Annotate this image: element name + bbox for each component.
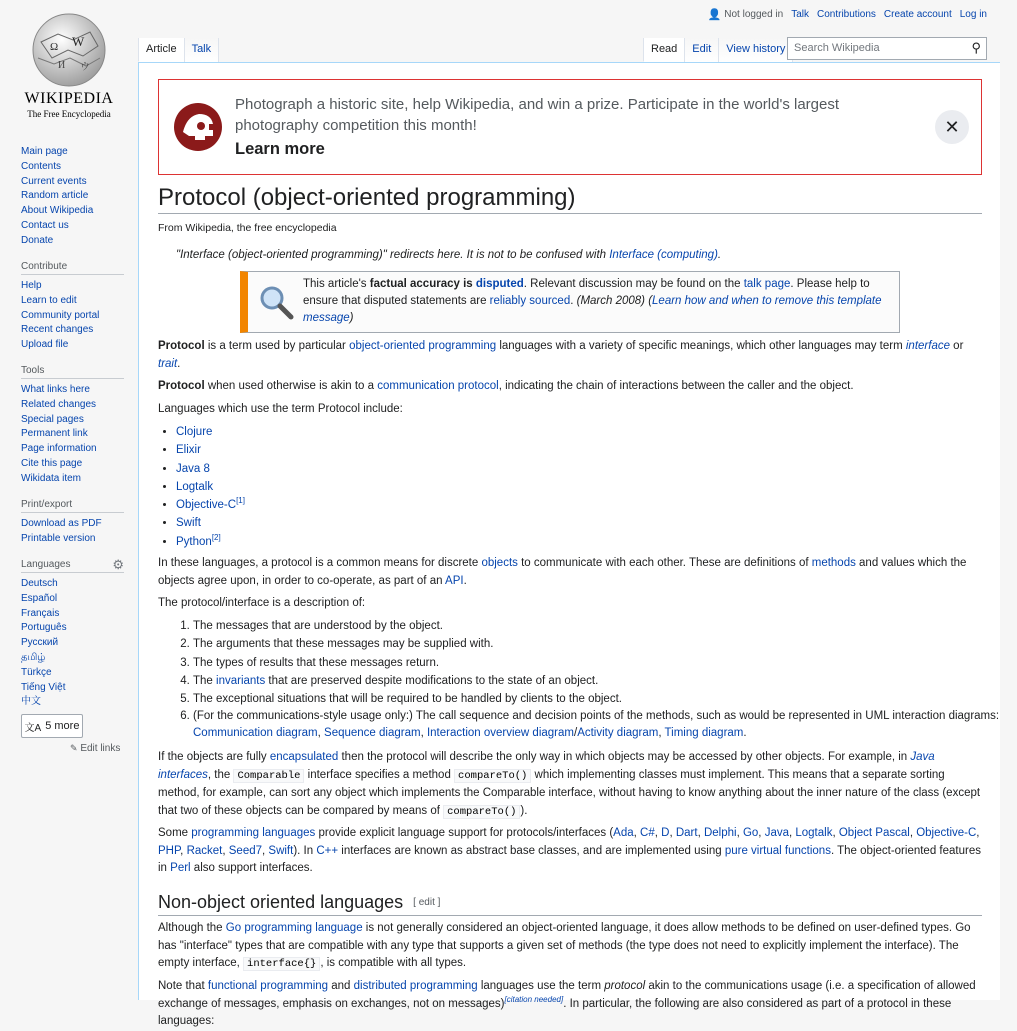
- language-link[interactable]: Elixir: [176, 444, 201, 457]
- learn-more-link[interactable]: Learn more: [235, 140, 325, 158]
- reference-link[interactable]: [2]: [211, 532, 221, 542]
- sidebar-print: [21, 499, 124, 547]
- list-item: [176, 441, 1000, 459]
- link-invariants[interactable]: invariants: [216, 674, 266, 687]
- link-distributed-programming[interactable]: distributed programming: [353, 980, 478, 992]
- p9-t3: languages use the term: [477, 980, 605, 992]
- sidebar-item[interactable]: [21, 517, 124, 532]
- sidebar-item[interactable]: [21, 383, 124, 398]
- tools-heading: Tools: [21, 365, 124, 379]
- p1-t1: is a term used by particular: [204, 340, 350, 352]
- separator: ,: [788, 827, 796, 839]
- paragraph-communication: [158, 378, 982, 396]
- svg-text:ウ: ウ: [80, 62, 90, 73]
- link-interaction-overview-diagram[interactable]: Interaction overview diagram: [426, 727, 574, 740]
- language-link[interactable]: Java 8: [176, 462, 210, 475]
- dispute-text: [303, 276, 893, 327]
- sidebar-item[interactable]: [21, 532, 124, 547]
- link-trait[interactable]: trait: [158, 357, 178, 370]
- list-item: [176, 496, 1000, 514]
- nav-contribute-link[interactable]: Upload file: [21, 339, 69, 351]
- tab-edit[interactable]: Edit: [684, 38, 718, 62]
- paragraph-languages-intro: Languages which use the term Protocol include:: [158, 403, 403, 415]
- nav-print-link[interactable]: Download as PDF: [21, 518, 102, 529]
- section-heading: [158, 890, 982, 916]
- language-link[interactable]: Objective-C: [176, 499, 237, 512]
- separator: ,: [832, 827, 839, 839]
- paragraph-go: [158, 920, 982, 974]
- nav-tools-link[interactable]: Special pages: [21, 413, 84, 425]
- sidebar-item[interactable]: [21, 189, 124, 204]
- nav-language-link[interactable]: Русский: [21, 637, 59, 649]
- separator: ,: [736, 827, 743, 839]
- separator: ,: [180, 844, 187, 857]
- nav-tools-link[interactable]: Cite this page: [21, 457, 83, 469]
- p7-t5: . The object-oriented features in: [158, 844, 981, 874]
- sidebar-item[interactable]: [21, 442, 124, 457]
- paragraph-encapsulated: [158, 749, 982, 821]
- language-link[interactable]: Clojure: [176, 426, 213, 438]
- sidebar-item[interactable]: [21, 294, 124, 309]
- nav-main-link[interactable]: Contact us: [21, 219, 69, 231]
- link-objects[interactable]: objects: [481, 557, 518, 569]
- list-item: [176, 478, 1000, 496]
- sidebar-item[interactable]: [21, 398, 124, 413]
- contributions-link[interactable]: Contributions: [817, 9, 876, 20]
- language-link[interactable]: Logtalk: [795, 827, 833, 839]
- nav-language-link[interactable]: 中文: [21, 696, 41, 708]
- list-item: 1. The messages that are understood by the object.: [193, 617, 1017, 635]
- separator: ,: [222, 844, 229, 857]
- nav-language-link[interactable]: Tiếng Việt: [21, 681, 66, 693]
- more-languages-label: 5 more: [45, 720, 80, 733]
- language-link[interactable]: Seed7: [228, 844, 263, 857]
- separator: ,: [758, 827, 765, 839]
- namespace-tabs: [138, 38, 219, 62]
- code-compareto-2: compareTo(): [443, 805, 520, 819]
- p4-t3: and values which the objects agree upon, in order to co-operate, as part of an: [158, 557, 967, 587]
- p9-protocol: protocol: [604, 980, 646, 992]
- separator: ,: [909, 827, 917, 839]
- nav-tools-link[interactable]: What links here: [21, 384, 90, 395]
- sidebar-tools: [21, 365, 124, 487]
- svg-text:W: W: [72, 34, 85, 49]
- wiki-loves-monuments-icon: [173, 102, 223, 152]
- translate-icon: 文A: [24, 722, 42, 734]
- p9-t2: and: [328, 980, 354, 992]
- p8-t3: , is compatible with all types.: [320, 957, 467, 969]
- list-item: [176, 423, 1000, 441]
- link-timing-diagram[interactable]: Timing diagram: [664, 727, 744, 740]
- p7-t6: also support interfaces.: [190, 862, 313, 874]
- reliably-sourced-link[interactable]: reliably sourced: [489, 295, 571, 307]
- p6-t2: then the protocol will describe the only way in which objects may be accessed by other objects. For example, in: [338, 751, 911, 763]
- nav-main-link[interactable]: About Wikipedia: [21, 205, 94, 217]
- language-link[interactable]: Go: [742, 827, 759, 839]
- logo-wordmark: WIKIPEDIA: [24, 90, 114, 107]
- language-link[interactable]: Objective-C: [916, 827, 977, 839]
- language-link[interactable]: Java: [764, 827, 789, 839]
- search-placeholder: Search Wikipedia: [794, 42, 880, 54]
- sidebar-item[interactable]: [21, 577, 124, 592]
- nav-contribute-link[interactable]: Help: [21, 280, 42, 291]
- link-perl[interactable]: Perl: [170, 862, 191, 874]
- p6-t1: If the objects are fully: [158, 751, 270, 763]
- nav-language-link[interactable]: தமிழ்: [21, 651, 46, 663]
- nav-main-link[interactable]: Random article: [21, 190, 89, 202]
- language-link[interactable]: D: [661, 827, 670, 839]
- talk-page-link[interactable]: talk page: [743, 278, 791, 290]
- separator: ,: [262, 844, 269, 857]
- sidebar-item[interactable]: [21, 695, 124, 710]
- list-item: 2. The arguments that these messages may be supplied with.: [193, 635, 1017, 653]
- p6-t5: which implementing classes must implement. This means that a separate sorting method, for example, can sort any object which implements the Comparable interface, without having to know anything about the inner nature of the class (except that two of these objects can be compared by means of: [158, 768, 981, 817]
- sidebar-item[interactable]: [21, 636, 124, 651]
- paragraph-intro: [158, 338, 982, 373]
- p8-t1: Although the: [158, 922, 226, 934]
- separator: ,: [654, 827, 662, 839]
- link-methods[interactable]: methods: [811, 557, 856, 569]
- not-logged-in: [708, 8, 784, 21]
- svg-text:Ω: Ω: [50, 41, 59, 53]
- campaign-banner: [158, 79, 982, 175]
- ambox-date: (March 2008): [576, 295, 645, 307]
- p4-t2: to communicate with each other. These are definitions of: [517, 557, 812, 569]
- language-list: [176, 423, 1000, 551]
- link-encapsulated[interactable]: encapsulated: [269, 751, 339, 763]
- language-link[interactable]: Swift: [268, 844, 294, 857]
- language-link[interactable]: Delphi: [703, 827, 737, 839]
- sidebar-contribute: [21, 261, 124, 353]
- nav-contribute-link[interactable]: Learn to edit: [21, 294, 77, 306]
- nav-contribute-link[interactable]: Community portal: [21, 309, 100, 321]
- p7-t1: Some: [158, 827, 192, 839]
- tab-article[interactable]: Article: [138, 38, 184, 62]
- p2-bold: Protocol: [158, 380, 205, 392]
- sidebar-item[interactable]: [21, 323, 124, 338]
- edit-links[interactable]: [70, 743, 120, 754]
- list-item: [176, 514, 1000, 532]
- languages-heading: [21, 559, 124, 573]
- nav-tools-link[interactable]: Page information: [21, 443, 97, 455]
- language-link[interactable]: Ada: [613, 827, 634, 839]
- i6-sep1: ,: [317, 727, 325, 740]
- p9-t5: . In particular, the following are also considered as part of a protocol in these languages:: [158, 997, 952, 1027]
- sidebar-item[interactable]: [21, 175, 124, 190]
- i6-sep2: ,: [420, 727, 427, 740]
- banner-text: Photograph a historic site, help Wikipedia, and win a prize. Participate in the world's largest photography competition this month!: [235, 96, 840, 134]
- p4-t4: .: [463, 574, 467, 587]
- language-link[interactable]: Racket: [186, 844, 223, 857]
- link-api[interactable]: API: [445, 574, 464, 587]
- i4-text: The: [193, 674, 217, 687]
- ambox-t3: . Please help to ensure that disputed statements are: [303, 278, 870, 307]
- separator: ,: [697, 827, 704, 839]
- reference-link[interactable]: [1]: [236, 496, 245, 506]
- nav-tools-link[interactable]: Related changes: [21, 398, 97, 410]
- i6-text: (For the communications-style usage only:) The call sequence and decision points of the methods, such as would be represented in UML interaction diagrams:: [193, 710, 1000, 723]
- ambox-t1: This article's: [303, 278, 370, 290]
- not-logged-in-label: Not logged in: [724, 9, 784, 20]
- paragraph-description: The protocol/interface is a description of:: [158, 597, 366, 609]
- sidebar-item[interactable]: [21, 666, 124, 681]
- disputed-link[interactable]: disputed: [475, 278, 524, 290]
- print-heading: Print/export: [21, 499, 124, 513]
- language-link[interactable]: PHP: [158, 844, 181, 857]
- ambox-t5: (: [645, 295, 653, 307]
- remove-template-link[interactable]: Learn how and when to remove this template message: [303, 295, 882, 324]
- language-link[interactable]: Logtalk: [176, 480, 214, 493]
- link-communication-protocol[interactable]: communication protocol: [377, 380, 499, 392]
- pencil-icon: ✎: [70, 743, 78, 753]
- link-pure-virtual-functions[interactable]: pure virtual functions: [724, 844, 831, 857]
- nav-language-link[interactable]: Español: [21, 592, 58, 604]
- p9-t4: akin to the communications usage (i.e. a specification of allowed exchange of messages, emphasis on exchanges, not on messages): [158, 980, 976, 1010]
- ambox-b2: is: [459, 278, 476, 290]
- sidebar-item[interactable]: [21, 338, 124, 353]
- nav-language-link[interactable]: Français: [21, 607, 60, 619]
- sidebar-navigation: [21, 145, 124, 249]
- section-edit-link[interactable]: [ edit ]: [413, 897, 441, 909]
- dispute-notice: [240, 271, 900, 333]
- ambox-t2: . Relevant discussion may be found on the: [523, 278, 744, 290]
- ambox-b1: factual accuracy: [369, 278, 460, 290]
- list-item: [193, 708, 1017, 742]
- hatnote-link[interactable]: Interface (computing): [609, 249, 718, 261]
- p6-t3: , the: [207, 768, 234, 781]
- i6-sep4: ,: [658, 727, 665, 740]
- nav-main-link[interactable]: Donate: [21, 234, 54, 246]
- link-sequence-diagram[interactable]: Sequence diagram: [324, 727, 421, 740]
- more-languages-button[interactable]: [21, 714, 83, 738]
- sidebar-item[interactable]: [21, 279, 124, 294]
- nav-main-link[interactable]: Main page: [21, 146, 68, 157]
- p2-t1: when used otherwise is akin to a: [204, 380, 378, 392]
- sidebar-item[interactable]: [21, 234, 124, 249]
- p7-t3: ). In: [293, 844, 317, 857]
- page-title: Protocol (object-oriented programming): [158, 183, 982, 214]
- nav-language-link[interactable]: Português: [21, 622, 67, 634]
- sidebar-item[interactable]: [21, 145, 124, 160]
- sidebar-item[interactable]: [21, 219, 124, 234]
- site-subtitle: From Wikipedia, the free encyclopedia: [158, 222, 337, 234]
- p7-t4: interfaces are known as abstract base classes, and are implemented using: [338, 844, 725, 857]
- sidebar-languages: [21, 559, 124, 738]
- sidebar-item[interactable]: [21, 607, 124, 622]
- svg-text:И: И: [58, 60, 66, 71]
- i6-sep5: .: [743, 727, 747, 740]
- section-heading-label: Non-object oriented languages: [158, 892, 404, 912]
- p2-t2: , indicating the chain of interactions between the caller and the object.: [498, 380, 854, 392]
- p1-t3: or: [949, 340, 964, 352]
- tab-history[interactable]: View history: [718, 38, 793, 62]
- sidebar-item[interactable]: [21, 472, 124, 487]
- sidebar-item[interactable]: [21, 457, 124, 472]
- search-icon[interactable]: ⚲: [971, 40, 981, 55]
- separator: ,: [669, 827, 676, 839]
- list-item: 3. The types of results that these messages return.: [193, 654, 1017, 672]
- language-link[interactable]: Object Pascal: [838, 827, 910, 839]
- list-item: [176, 533, 1000, 551]
- link-interface[interactable]: interface: [905, 340, 950, 352]
- nav-language-link[interactable]: Türkçe: [21, 666, 52, 678]
- language-link[interactable]: Python: [176, 535, 212, 548]
- nav-tools-link[interactable]: Permanent link: [21, 428, 88, 440]
- search-input[interactable]: [787, 37, 987, 60]
- p6-t4: interface specifies a method: [304, 768, 455, 781]
- link-activity-diagram[interactable]: Activity diagram: [577, 727, 659, 740]
- tab-talk[interactable]: Talk: [184, 38, 220, 62]
- magnifier-icon: [258, 284, 294, 320]
- p1-bold: Protocol: [158, 340, 205, 352]
- wikipedia-globe-icon: [28, 12, 110, 88]
- citation-needed-link[interactable]: [citation needed]: [504, 994, 564, 1004]
- list-item: [193, 672, 1017, 690]
- link-java-interfaces[interactable]: Java interfaces: [158, 751, 935, 781]
- nav-main-link[interactable]: Current events: [21, 175, 87, 187]
- nav-language-link[interactable]: Deutsch: [21, 578, 58, 589]
- hatnote-text: "Interface (object-oriented programming)" redirects here. It is not to be confused with: [176, 249, 610, 261]
- nav-main-link[interactable]: Contents: [21, 160, 62, 172]
- sidebar-item[interactable]: [21, 160, 124, 175]
- logo-tagline: The Free Encyclopedia: [27, 109, 111, 119]
- sidebar-item[interactable]: [21, 651, 124, 666]
- view-tabs: [643, 38, 793, 62]
- languages-heading-label: Languages: [21, 559, 71, 570]
- language-link[interactable]: Dart: [675, 827, 698, 839]
- code-interface: interface{}: [243, 957, 320, 971]
- link-functional-programming[interactable]: functional programming: [207, 980, 329, 992]
- sidebar-item[interactable]: [21, 427, 124, 442]
- language-link[interactable]: Swift: [176, 517, 201, 530]
- tab-read[interactable]: Read: [643, 38, 684, 62]
- link-go-language[interactable]: Go programming language: [225, 922, 363, 934]
- edit-links-label: Edit links: [80, 743, 121, 754]
- talk-link[interactable]: Talk: [791, 9, 809, 20]
- nav-tools-link[interactable]: Wikidata item: [21, 472, 82, 484]
- link-programming-languages[interactable]: programming languages: [191, 827, 316, 839]
- contribute-heading: Contribute: [21, 261, 124, 275]
- sidebar-item[interactable]: [21, 621, 124, 636]
- paragraph-language-support: [158, 825, 982, 878]
- p8-t2: is not generally considered an object-oriented language, it does allow methods to be defined on user-defined types. Go has "interface" types that are compatible with any type that supports a given set of methods (the type does not need to explicitly implement the interface). The empty interface,: [158, 922, 971, 969]
- description-list: [193, 617, 1017, 742]
- close-button[interactable]: ✕: [935, 110, 969, 144]
- personal-tools: [708, 8, 987, 21]
- sidebar-item[interactable]: [21, 592, 124, 607]
- content-area: [138, 62, 1000, 1027]
- separator: ,: [976, 827, 980, 839]
- nav-contribute-link[interactable]: Recent changes: [21, 324, 94, 336]
- i4-rest: that are preserved despite modifications to the state of an object.: [265, 674, 599, 687]
- link-cpp[interactable]: C++: [316, 844, 339, 857]
- list-item: [176, 460, 1000, 478]
- wikipedia-logo[interactable]: [0, 0, 138, 130]
- list-item: 5. The exceptional situations that will be required to be handled by clients to the object.: [193, 690, 1017, 708]
- link-communication-diagram[interactable]: Communication diagram: [193, 727, 318, 740]
- p7-t2: provide explicit language support for protocols/interfaces (: [315, 827, 614, 839]
- p9-t1: Note that: [158, 980, 208, 992]
- hatnote-end: .: [717, 249, 722, 261]
- code-comparable: Comparable: [233, 769, 304, 783]
- hatnote: [176, 247, 721, 265]
- sidebar-item[interactable]: [21, 309, 124, 324]
- language-link[interactable]: C#: [640, 827, 655, 839]
- sidebar-item[interactable]: [21, 681, 124, 696]
- login-link[interactable]: Log in: [959, 9, 987, 20]
- separator: ,: [633, 827, 641, 839]
- nav-print-link[interactable]: Printable version: [21, 532, 96, 544]
- p6-t6: ).: [520, 804, 528, 817]
- p1-t4: .: [177, 357, 181, 370]
- create-account-link[interactable]: Create account: [883, 9, 952, 20]
- sidebar-item[interactable]: [21, 204, 124, 219]
- paragraph-functional: [158, 978, 982, 1031]
- ambox-t4: .: [570, 295, 577, 307]
- paragraph-means: [158, 555, 982, 590]
- gear-icon[interactable]: ⚙: [112, 557, 124, 572]
- user-icon: 👤: [707, 9, 722, 21]
- i6-sep3: /: [573, 727, 578, 740]
- sidebar-item[interactable]: [21, 413, 124, 428]
- p4-t1: In these languages, a protocol is a common means for discrete: [158, 557, 482, 569]
- ambox-t6: ): [349, 312, 354, 324]
- p1-t2: languages with a variety of specific meanings, which other languages may term: [496, 340, 906, 352]
- link-oop[interactable]: object-oriented programming: [349, 340, 497, 352]
- code-compareto: compareTo(): [454, 769, 531, 783]
